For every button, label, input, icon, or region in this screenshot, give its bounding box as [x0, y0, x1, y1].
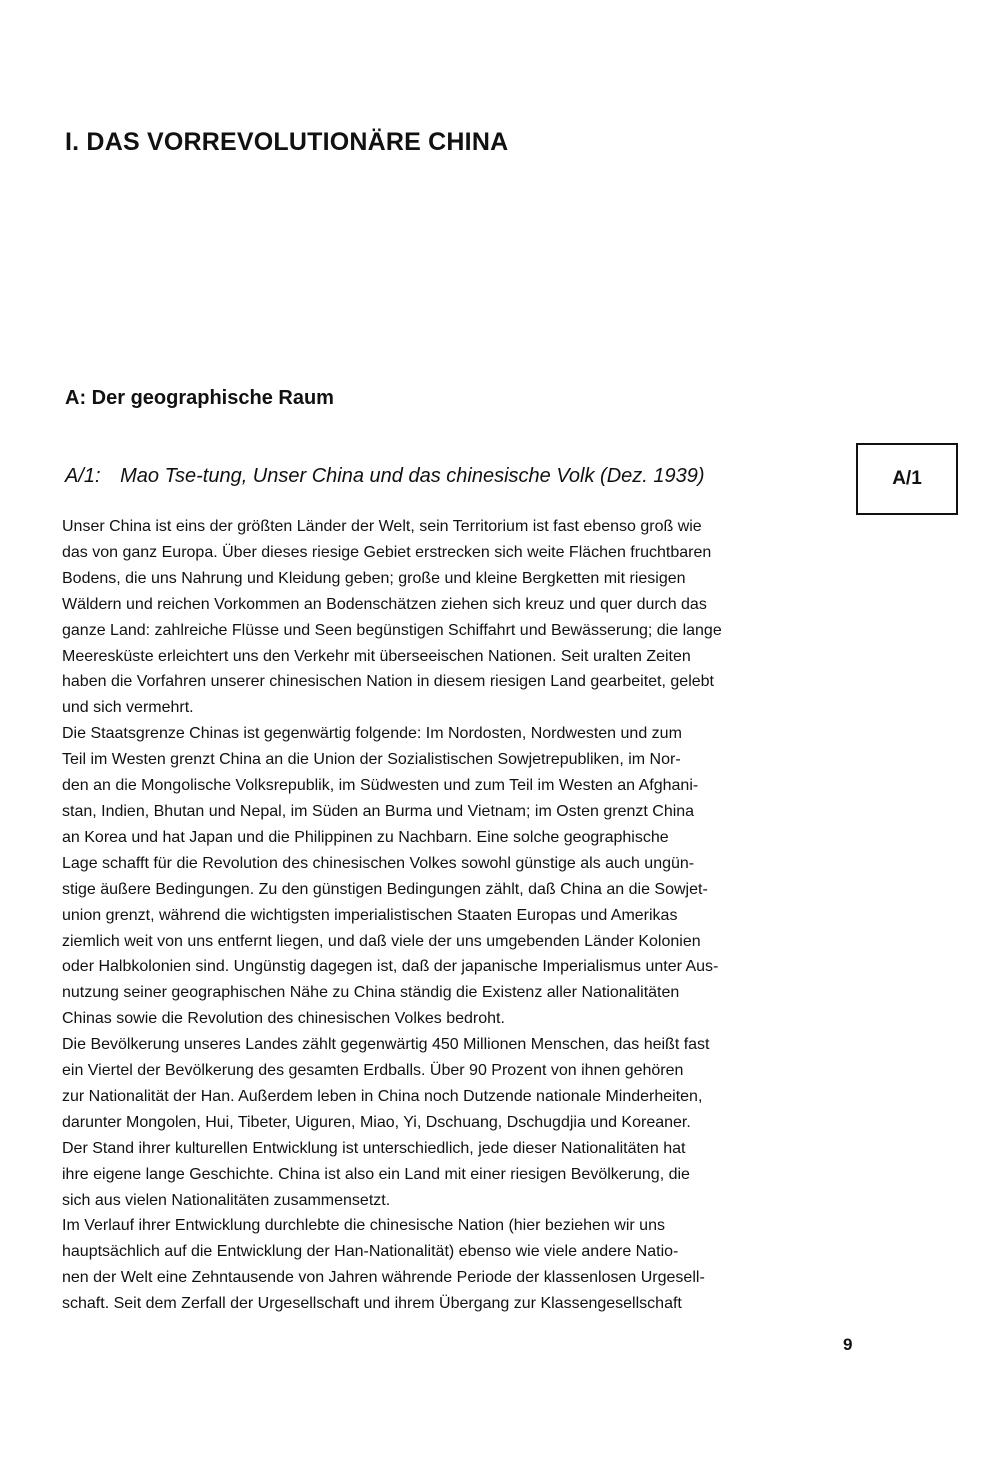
- body-text-line: ihre eigene lange Geschichte. China ist also ein Land mit einer riesigen Bevölkerung, die: [62, 1165, 690, 1183]
- body-text-line: stan, Indien, Bhutan und Nepal, im Süden an Burma und Vietnam; im Osten grenzt China: [62, 802, 695, 820]
- margin-label: A/1: [892, 468, 922, 489]
- body-text-line: den an die Mongolische Volksrepublik, im Südwesten und zum Teil im Westen an Afghani-: [62, 777, 699, 795]
- body-text-line: ganze Land: zahlreiche Flüsse und Seen begünstigen Schiffahrt und Bewässerung; die lange: [62, 621, 722, 639]
- body-text-line: Die Bevölkerung unseres Landes zählt gegenwärtig 450 Millionen Menschen, das heißt fast: [62, 1036, 710, 1054]
- body-text-line: Meeresküste erleichtert uns den Verkehr mit überseeischen Nationen. Seit uralten Zeiten: [62, 647, 691, 665]
- body-text-line: oder Halbkolonien sind. Ungünstig dagegen ist, daß der japanische Imperialismus unter Aus-: [62, 958, 719, 976]
- body-text-line: Lage schafft für die Revolution des chinesischen Volkes sowohl günstige als auch ungün-: [62, 854, 695, 872]
- body-text-line: das von ganz Europa. Über dieses riesige Gebiet erstrecken sich weite Flächen fruchtbaren: [62, 543, 712, 561]
- body-text-line: und sich vermehrt.: [62, 699, 194, 717]
- chapter-title: I. DAS VORREVOLUTIONÄRE CHINA: [65, 128, 509, 156]
- body-text-line: Der Stand ihrer kulturellen Entwicklung ist unterschiedlich, jede dieser Nationalitäten hat: [62, 1139, 686, 1157]
- page-number: 9: [843, 1335, 853, 1354]
- document-title: Mao Tse-tung, Unser China und das chinesische Volk (Dez. 1939): [120, 465, 705, 487]
- body-text-line: nen der Welt eine Zehntausende von Jahren währende Periode der klassenlosen Urgesell-: [62, 1269, 705, 1287]
- body-text-line: Chinas sowie die Revolution des chinesischen Volkes bedroht.: [62, 1010, 505, 1028]
- body-text-line: an Korea und hat Japan und die Philippinen zu Nachbarn. Eine solche geographische: [62, 828, 669, 846]
- section-title: A: Der geographische Raum: [65, 387, 334, 409]
- body-text-line: nutzung seiner geographischen Nähe zu China ständig die Existenz aller Nationalitäten: [62, 984, 680, 1002]
- body-text-line: union grenzt, während die wichtigsten imperialistischen Staaten Europas und Amerikas: [62, 906, 678, 924]
- document-source-line: [65, 465, 705, 488]
- body-text-line: schaft. Seit dem Zerfall der Urgesellschaft und ihrem Übergang zur Klassengesellschaft: [62, 1295, 682, 1313]
- body-text-line: Die Staatsgrenze Chinas ist gegenwärtig folgende: Im Nordosten, Nordwesten und zum: [62, 725, 682, 743]
- body-text-line: Im Verlauf ihrer Entwicklung durchlebte die chinesische Nation (hier beziehen wir uns: [62, 1217, 665, 1235]
- body-text-line: Wäldern und reichen Vorkommen an Bodenschätzen ziehen sich kreuz und quer durch das: [62, 595, 707, 613]
- body-text-line: ziemlich weit von uns entfernt liegen, und daß viele der uns umgebenden Länder Kolonien: [62, 932, 701, 950]
- body-text-line: Bodens, die uns Nahrung und Kleidung geben; große und kleine Bergketten mit riesigen: [62, 569, 686, 587]
- body-text: [62, 514, 852, 1317]
- body-text-line: darunter Mongolen, Hui, Tibeter, Uiguren, Miao, Yi, Dschuang, Dschugdjia und Koreaner.: [62, 1113, 691, 1131]
- body-text-line: Teil im Westen grenzt China an die Union der Sozialistischen Sowjetrepubliken, im Nor-: [62, 751, 681, 769]
- body-text-line: hauptsächlich auf die Entwicklung der Han-Nationalität) ebenso wie viele andere Natio-: [62, 1243, 679, 1261]
- document-id: A/1:: [65, 465, 101, 487]
- body-text-line: haben die Vorfahren unserer chinesischen Nation in diesem riesigen Land gearbeitet, gelebt: [62, 673, 714, 691]
- body-text-line: sich aus vielen Nationalitäten zusammensetzt.: [62, 1191, 391, 1209]
- body-text-line: stige äußere Bedingungen. Zu den günstigen Bedingungen zählt, daß China an die Sowjet-: [62, 880, 708, 898]
- body-text-line: Unser China ist eins der größten Länder der Welt, sein Territorium ist fast ebenso groß wie: [62, 518, 702, 535]
- body-text-line: ein Viertel der Bevölkerung des gesamten Erdballs. Über 90 Prozent von ihnen gehören: [62, 1062, 684, 1080]
- margin-label-box: [856, 443, 958, 515]
- body-text-line: zur Nationalität der Han. Außerdem leben in China noch Dutzende nationale Minderheiten,: [62, 1087, 703, 1105]
